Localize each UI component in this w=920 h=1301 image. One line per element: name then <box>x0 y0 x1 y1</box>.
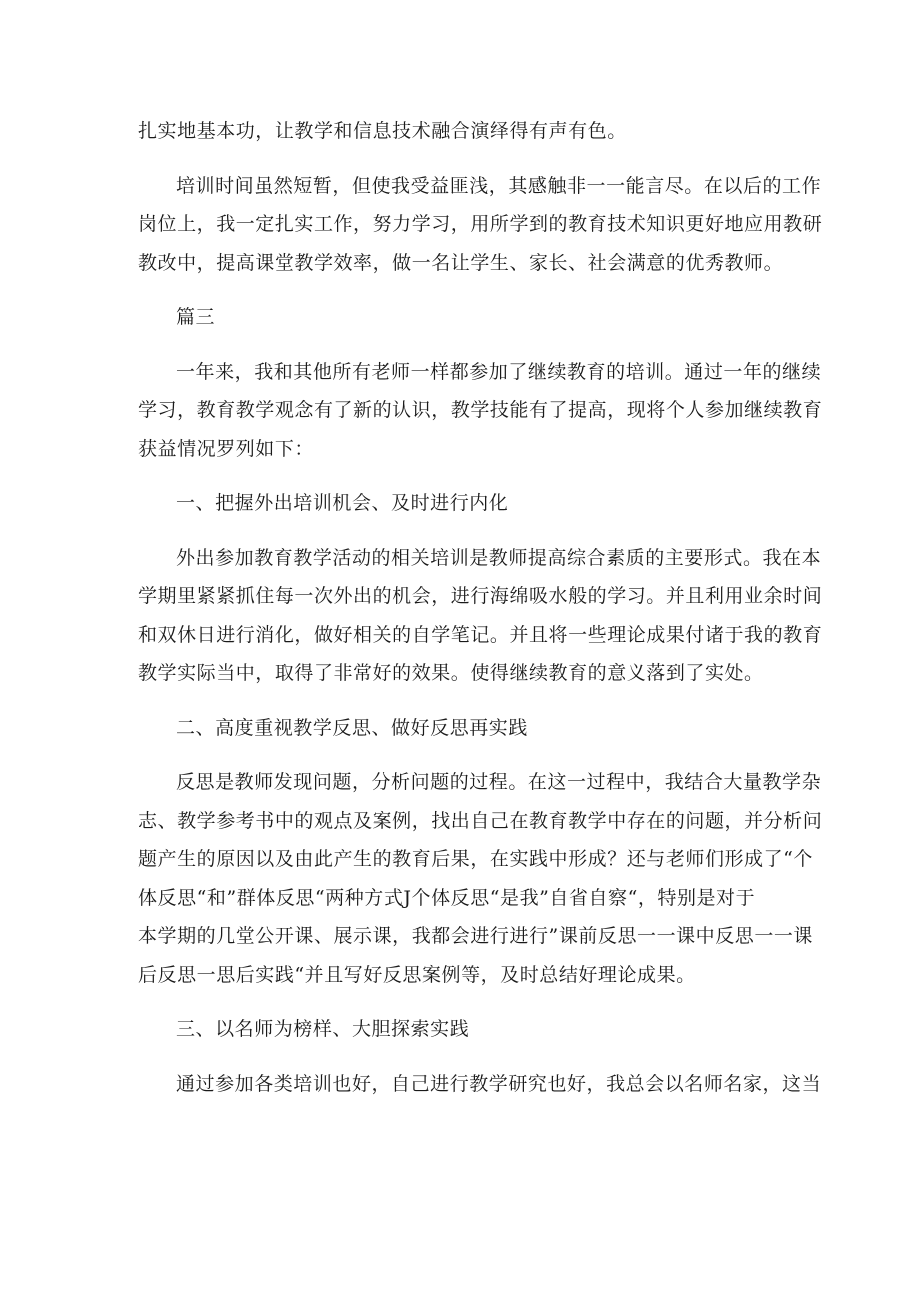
text-line: 志、教学参考书中的观点及案例，找出自己在教育教学中存在的问题，并分析问 <box>138 809 823 832</box>
text-line: 扎实地基本功，让教学和信息技术融合演绎得有声有色。 <box>138 120 627 142</box>
text-line: 学习，教育教学观念有了新的认识，教学技能有了提高，现将个人参加继续教育 <box>138 399 823 421</box>
text-line: 学期里紧紧抓住每一次外出的机会，进行海绵吸水般的学习。并且利用业余时间 <box>138 585 823 607</box>
text-line: 一年来，我和其他所有老师一样都参加了继续教育的培训。通过一年的继续 <box>176 360 822 383</box>
paragraph <box>138 112 786 151</box>
subheading <box>138 1010 786 1049</box>
text-line: 一、把握外出培训机会、及时进行内化 <box>176 492 509 514</box>
text-line: 题产生的原因以及由此产生的教育后果，在实践中形成？还与老师们形成了“个 <box>138 848 813 870</box>
subheading <box>138 709 786 748</box>
text-line: 获益情况罗列如下： <box>138 437 314 460</box>
text-line: 培训时间虽然短暂，但使我受益匪浅，其感触非一一能言尽。在以后的工作 <box>176 174 822 197</box>
text-line: 反思是教师发现问题，分析问题的过程。在这一过程中，我结合大量教学杂 <box>176 771 822 793</box>
text-line: 教学实际当中，取得了非常好的效果。使得继续教育的意义落到了实处。 <box>138 662 764 684</box>
text-line: 外出参加教育教学活动的相关培训是教师提高综合素质的主要形式。我在本 <box>176 546 822 569</box>
text-line: 体反思“和”群体反思“两种方式J个体反思“是我”自省自察“，特别是对于 <box>138 886 756 909</box>
text-line: 本学期的几堂公开课、展示课，我都会进行进行”课前反思一一课中反思一一课 <box>138 925 813 947</box>
subheading <box>138 484 786 523</box>
paragraph <box>138 763 823 994</box>
text-line: 岗位上，我一定扎实工作，努力学习，用所学到的教育技术知识更好地应用教研 <box>138 213 823 235</box>
text-line: 通过参加各类培训也好，自己进行教学研究也好，我总会以名师名家，这当 <box>176 1072 822 1095</box>
text-line: 二、高度重视教学反思、做好反思再实践 <box>176 716 528 739</box>
text-line: 和双休日进行消化，做好相关的自学笔记。并且将一些理论成果付诸于我的教育 <box>138 623 823 646</box>
paragraph <box>138 167 823 283</box>
paragraph <box>138 539 823 693</box>
document-body <box>138 112 823 1119</box>
text-line: 后反思一思后实践“并且写好反思案例等，及时总结好理论成果。 <box>138 963 696 986</box>
paragraph <box>138 1065 822 1104</box>
paragraph <box>138 353 823 469</box>
text-line: 教改中，提高课堂教学效率，做一名让学生、家长、社会满意的优秀教师。 <box>138 251 784 274</box>
section-heading <box>138 298 786 337</box>
text-line: 三、以名师为榜样、大胆探索实践 <box>176 1018 470 1040</box>
text-line: 篇三 <box>176 306 216 328</box>
